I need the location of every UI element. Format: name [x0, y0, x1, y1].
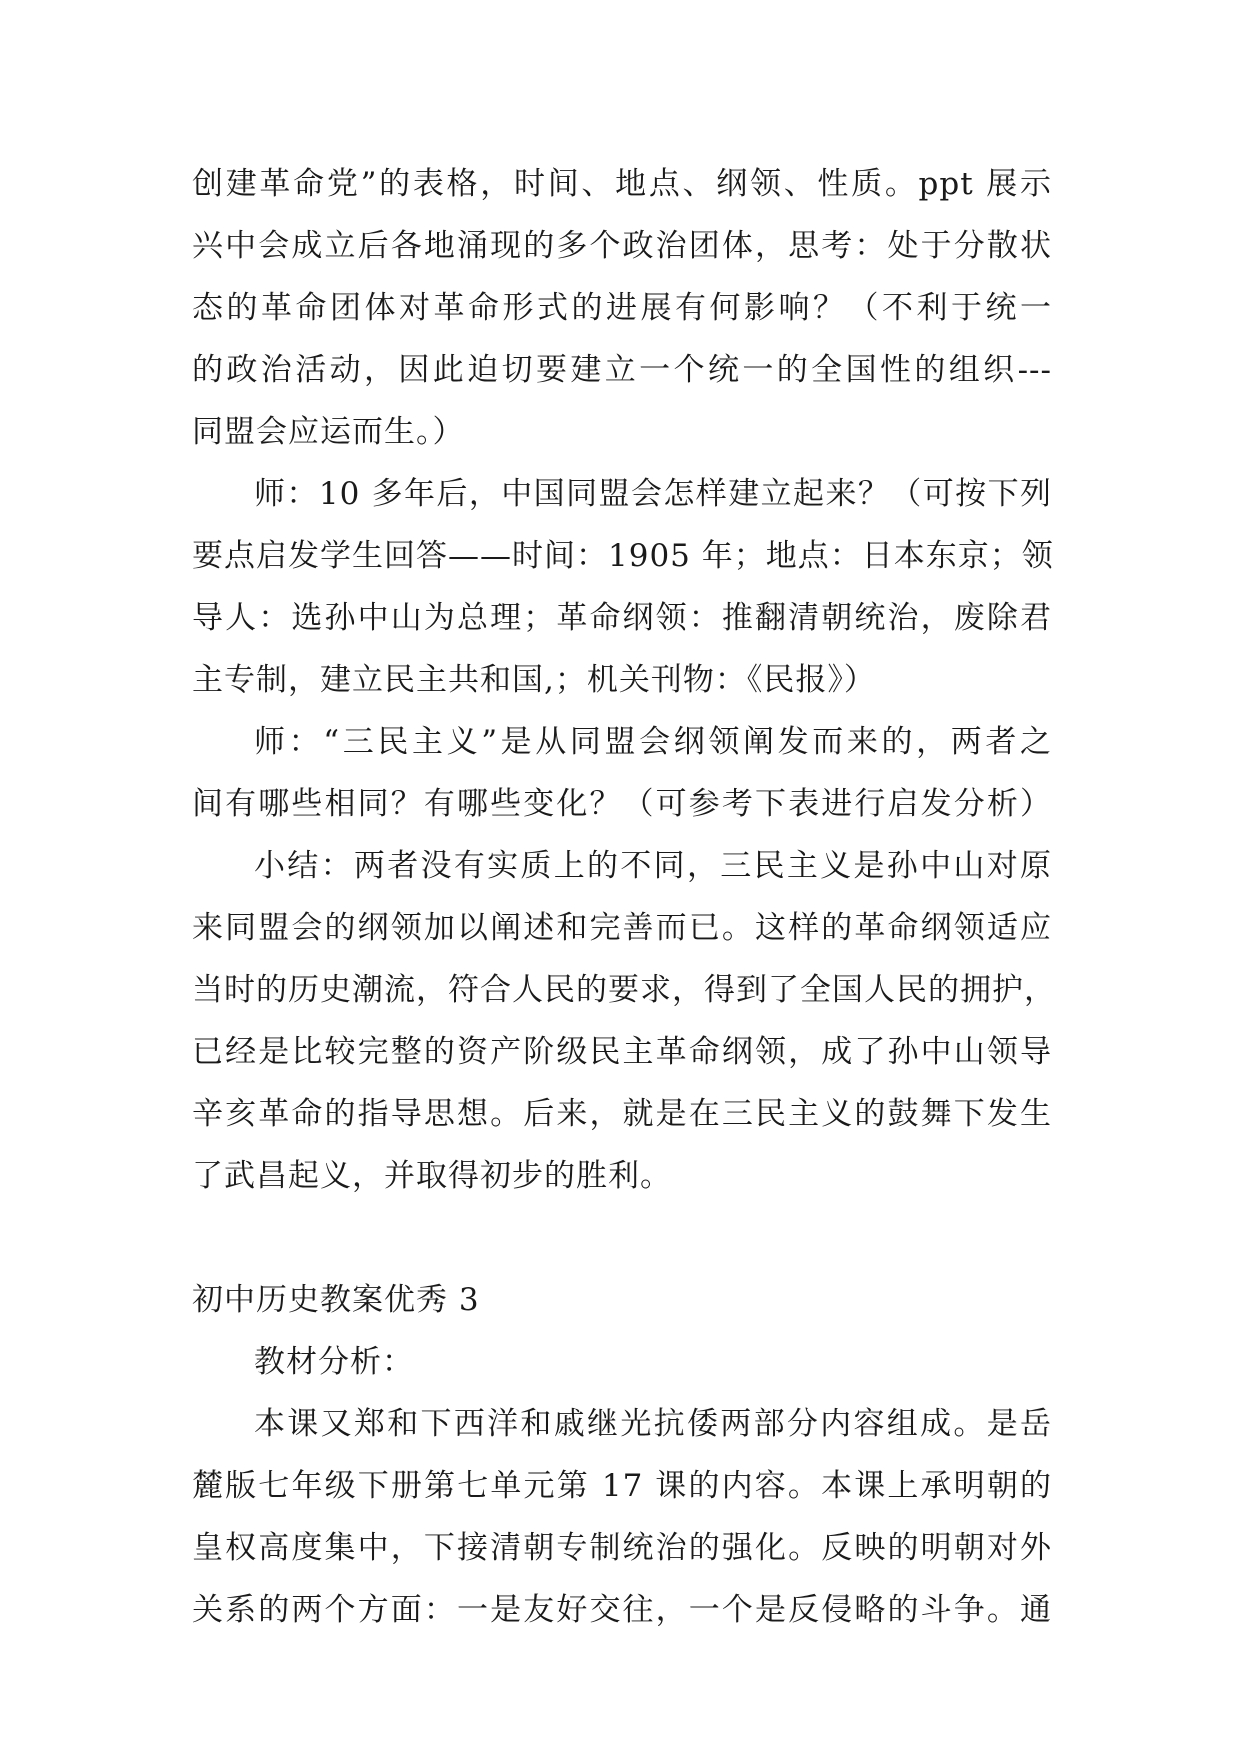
- text-line: 来同盟会的纲领加以阐述和完善而已。这样的革命纲领适应: [192, 910, 1052, 946]
- text-line: 间有哪些相同？有哪些变化？（可参考下表进行启发分析）: [192, 786, 1052, 822]
- text-line: 辛亥革命的指导思想。后来，就是在三民主义的鼓舞下发生: [192, 1096, 1052, 1132]
- text-line: 关系的两个方面：一是友好交往，一个是反侵略的斗争。通: [192, 1592, 1052, 1628]
- text-line: 导人：选孙中山为总理；革命纲领：推翻清朝统治，废除君: [192, 600, 1052, 636]
- text-line: 皇权高度集中，下接清朝专制统治的强化。反映的明朝对外: [192, 1530, 1052, 1566]
- text-line: 麓版七年级下册第七单元第 17 课的内容。本课上承明朝的: [192, 1468, 1052, 1504]
- text-line: 师：10 多年后，中国同盟会怎样建立起来？（可按下列: [254, 476, 1052, 512]
- text-line: 同盟会应运而生。）: [192, 414, 465, 450]
- text-line: 本课又郑和下西洋和戚继光抗倭两部分内容组成。是岳: [254, 1406, 1052, 1442]
- text-line: 小结：两者没有实质上的不同，三民主义是孙中山对原: [254, 848, 1052, 884]
- text-line: 兴中会成立后各地涌现的多个政治团体，思考：处于分散状: [192, 228, 1052, 264]
- text-line: 教材分析：: [254, 1344, 414, 1380]
- text-line: 的政治活动，因此迫切要建立一个统一的全国性的组织---: [192, 352, 1052, 388]
- text-line: 当时的历史潮流，符合人民的要求，得到了全国人民的拥护，: [192, 972, 1056, 1008]
- text-line: 主专制，建立民主共和国,；机关刊物：《民报》）: [192, 662, 876, 698]
- text-line: 创建革命党”的表格，时间、地点、纲领、性质。ppt 展示: [192, 166, 1052, 202]
- text-line: 师：“三民主义”是从同盟会纲领阐发而来的，两者之: [254, 724, 1052, 760]
- section-heading: 初中历史教案优秀 3: [192, 1282, 480, 1318]
- text-line: 已经是比较完整的资产阶级民主革命纲领，成了孙中山领导: [192, 1034, 1052, 1070]
- text-line: 要点启发学生回答——时间：1905 年；地点：日本东京；领: [192, 538, 1054, 574]
- text-line: 态的革命团体对革命形式的进展有何影响？（不利于统一: [192, 290, 1052, 326]
- text-line: 了武昌起义，并取得初步的胜利。: [192, 1158, 672, 1194]
